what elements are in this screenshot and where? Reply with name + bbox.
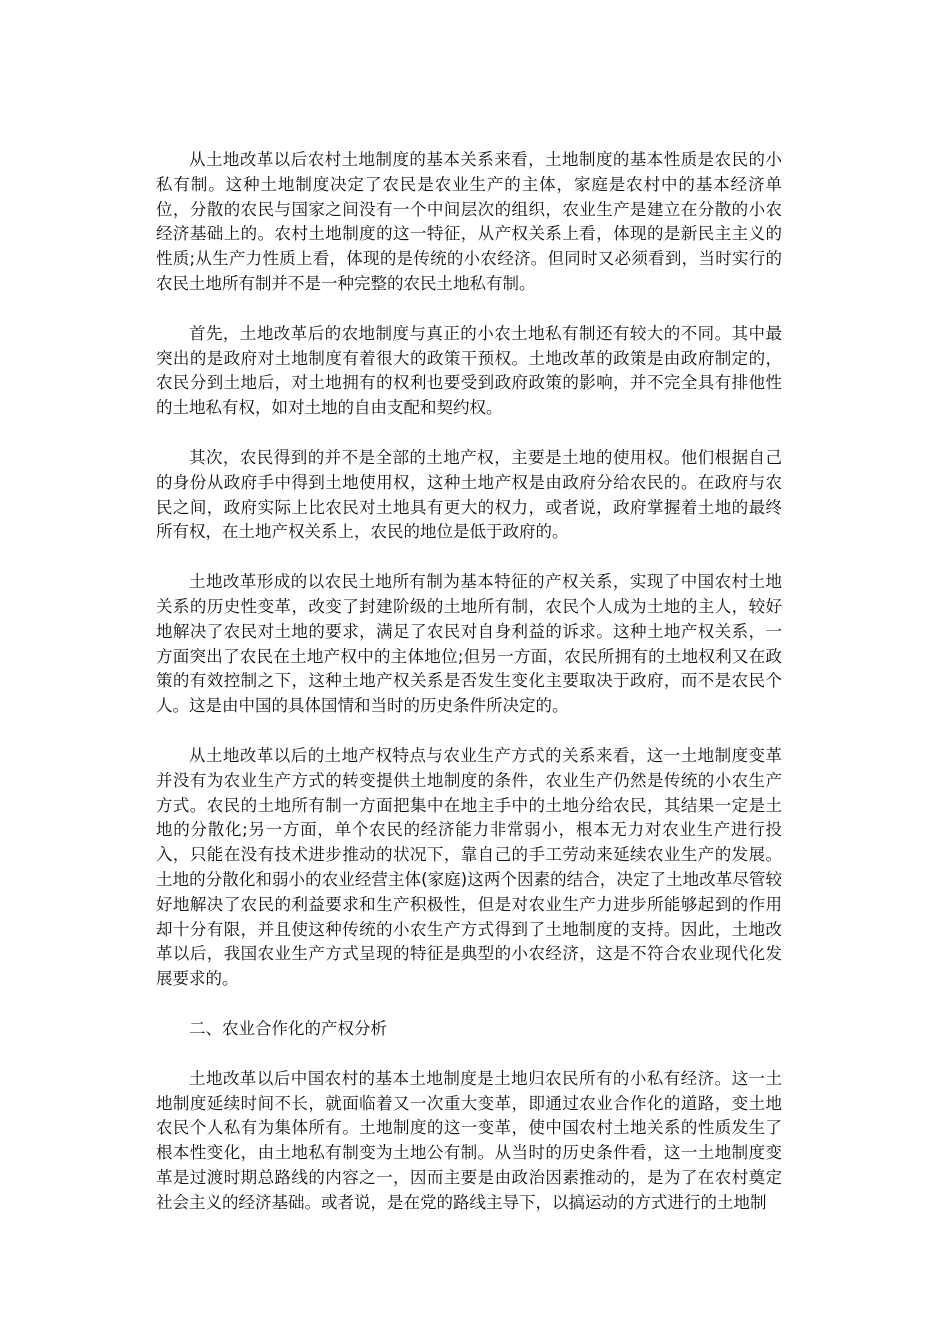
paragraph-production-mode: 从土地改革以后的土地产权特点与农业生产方式的关系来看，这一土地制度变革并没有为农业生产方式的转变提供土地制度的条件，农业生产仍然是传统的小农生产方式。农民的土地所有制一方面把集中在地主手中的土地分给农民，其结果一定是土地的分散化;另一方面，单个农民的经济能力非常弱小，根本无力对农业生产进行投入，只能在没有技术进步推动的状况下，靠自己的手工劳动来延续农业生产的发展。土地的分散化和弱小的农业经营主体(家庭)这两个因素的结合，决定了土地改革尽管较好地解决了农民的利益要求和生产积极性，但是对农业生产力进步所能够起到的作用却十分有限，并且使这种传统的小农生产方式得到了土地制度的支持。因此，土地改革以后，我国农业生产方式呈现的特征是典型的小农经济，这是不符合农业现代化发展要求的。 xyxy=(156,745,782,989)
paragraph-property-relations: 土地改革形成的以农民土地所有制为基本特征的产权关系，实现了中国农村土地关系的历史性变革，改变了封建阶级的土地所有制，农民个人成为土地的主人，较好地解决了农民对土地的要求，满足了农民对自身利益的诉求。这种土地产权关系，一方面突出了农民在土地产权中的主体地位;但另一方面，农民所拥有的土地权利又在政策的有效控制之下，这种土地产权关系是否发生变化主要取决于政府，而不是农民个人。这是由中国的具体国情和当时的历史条件所决定的。 xyxy=(156,572,782,716)
paragraph-secondly: 其次，农民得到的并不是全部的土地产权，主要是土地的使用权。他们根据自己的身份从政府手中得到土地使用权，这种土地产权是由政府分给农民的。在政府与农民之间，政府实际上比农民对土地具有更大的权力，或者说，政府掌握着土地的最终所有权，在土地产权关系上，农民的地位是低于政府的。 xyxy=(156,447,782,542)
paragraph-firstly: 首先，土地改革后的农地制度与真正的小农土地私有制还有较大的不同。其中最突出的是政府对土地制度有着很大的政策干预权。土地改革的政策是由政府制定的，农民分到土地后，对土地拥有的权利也要受到政府政策的影响，并不完全具有排他性的土地私有权，如对土地的自由支配和契约权。 xyxy=(156,323,782,418)
paragraph-cooperativization: 土地改革以后中国农村的基本土地制度是土地归农民所有的小私有经济。这一土地制度延续时间不长，就面临着又一次重大变革，即通过农业合作化的道路，变土地农民个人私有为集体所有。土地制度的这一变革，使中国农村土地关系的性质发生了根本性变化，由土地私有制变为土地公有制。从当时的历史条件看，这一土地制度变革是过渡时期总路线的内容之一，因而主要是由政治因素推动的，是为了在农村奠定社会主义的经济基础。或者说，是在党的路线主导下，以搞运动的方式进行的土地制 xyxy=(156,1068,782,1212)
section-heading: 二、农业合作化的产权分析 xyxy=(189,1018,387,1038)
paragraph-land-reform-nature: 从土地改革以后农村土地制度的基本关系来看，土地制度的基本性质是农民的小私有制。这种土地制度决定了农民是农业生产的主体，家庭是农村中的基本经济单位，分散的农民与国家之间没有一个中间层次的组织，农业生产是建立在分散的小农经济基础上的。农村土地制度的这一特征，从产权关系上看，体现的是新民主主义的性质;从生产力性质上看，体现的是传统的小农经济。但同时又必须看到，当时实行的农民土地所有制并不是一种完整的农民土地私有制。 xyxy=(156,150,782,293)
document-body xyxy=(156,148,782,1240)
